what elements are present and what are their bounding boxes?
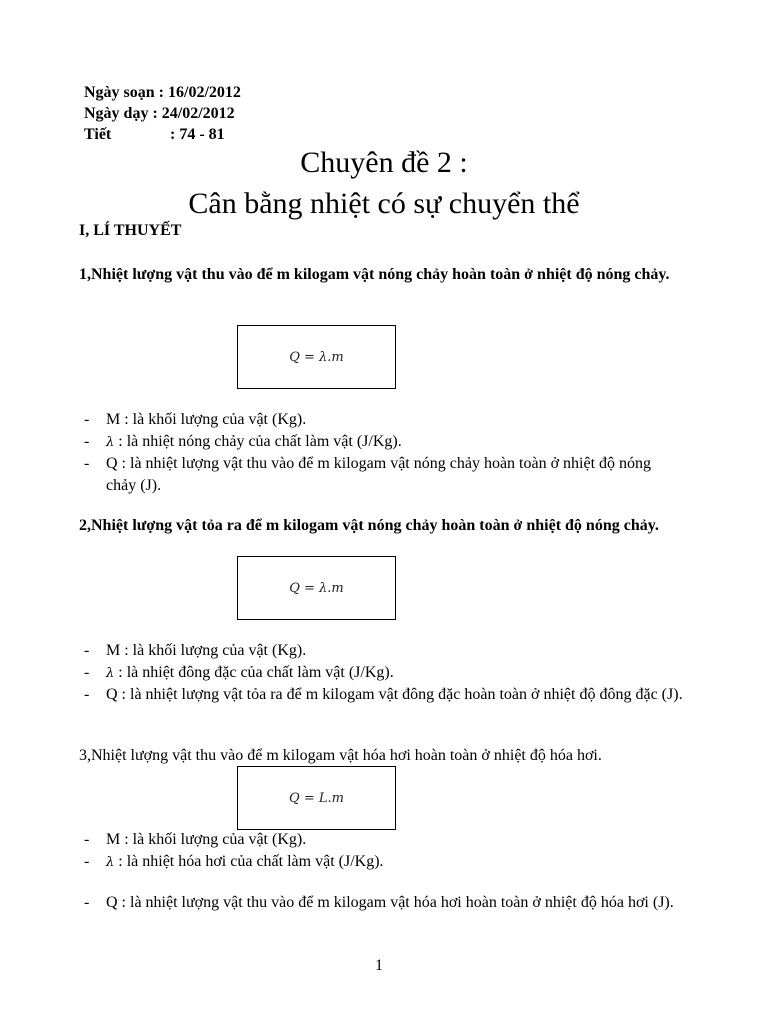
prep-date-value: 16/02/2012: [168, 84, 241, 101]
part1-heading: 1,Nhiệt lượng vật thu vào để m kilogam vật nóng chảy hoàn toàn ở nhiệt độ nóng chảy.: [79, 266, 670, 283]
part2-bullet-heat: - Q : là nhiệt lượng vật tỏa ra để m kilogam vật đông đặc hoàn toàn ở nhiệt độ đông đặc (J).: [84, 686, 683, 703]
part3-bullet-mass: - M : là khối lượng của vật (Kg).: [84, 831, 307, 848]
section-heading: I, LÍ THUYẾT: [79, 222, 182, 239]
period-line: [84, 125, 225, 145]
part2-formula-box: [237, 556, 396, 620]
lambda-symbol: λ: [106, 666, 115, 681]
part2-bullet-mass: - M : là khối lượng của vật (Kg).: [84, 642, 307, 659]
page-number: 1: [375, 957, 383, 974]
part1-bullet-mass: - M : là khối lượng của vật (Kg).: [84, 411, 307, 428]
part2-heading: 2,Nhiệt lượng vật tỏa ra để m kilogam vật nóng chảy hoàn toàn ở nhiệt độ nóng chảy.: [79, 517, 659, 534]
prep-date-label: Ngày soạn :: [84, 84, 165, 101]
part1-bullet-lambda: - λ : là nhiệt nóng chảy của chất làm vật (J/Kg).: [84, 433, 402, 450]
part3-bullet-heat: - Q : là nhiệt lượng vật thu vào để m kilogam vật hóa hơi hoàn toàn ở nhiệt độ hóa hơi (J).: [84, 894, 674, 911]
part2-formula: Q = λ.m: [289, 580, 344, 596]
part3-bullet-lambda: - λ : là nhiệt hóa hơi của chất làm vật (J/Kg).: [84, 853, 384, 870]
part1-formula: Q = λ.m: [289, 349, 344, 365]
document-title-line2: Cân bằng nhiệt có sự chuyển thể: [188, 187, 580, 220]
period-value: : 74 - 81: [170, 126, 225, 143]
prep-date-line: [84, 83, 241, 103]
lambda-symbol: λ: [106, 435, 115, 450]
teach-date-value: 24/02/2012: [161, 105, 235, 122]
part2-bullet-lambda: - λ : là nhiệt đông đặc của chất làm vật (J/Kg).: [84, 664, 394, 681]
teach-date-line: [84, 104, 235, 124]
part1-formula-box: [237, 325, 396, 389]
part1-bullet-heat: - Q : là nhiệt lượng vật thu vào để m kilogam vật nóng chảy hoàn toàn ở nhiệt độ nóng chảy (J).: [84, 455, 652, 494]
document-title-line1: Chuyên đề 2 :: [300, 146, 468, 179]
lambda-symbol: λ: [106, 855, 115, 870]
teach-date-label: Ngày dạy :: [84, 105, 158, 122]
period-label: Tiết: [84, 126, 112, 143]
part3-heading: 3,Nhiệt lượng vật thu vào để m kilogam vật hóa hơi hoàn toàn ở nhiệt độ hóa hơi.: [79, 747, 602, 764]
part3-formula: Q = L.m: [289, 790, 344, 806]
part3-formula-box: [237, 766, 396, 830]
